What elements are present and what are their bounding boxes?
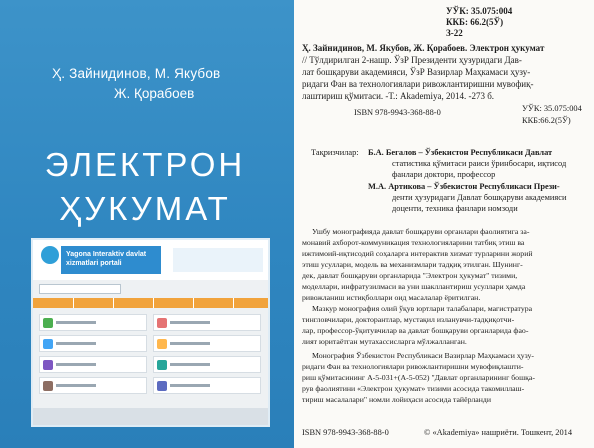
biblio-line: лаштириш қўмитаси. -Т.: Akademiya, 2014. -273 б. (302, 91, 495, 101)
body-line: тингловчилари, докторантлар, мустақил изланувчи-тадқиқотчи- (302, 315, 515, 324)
portal-search-box (39, 284, 121, 294)
body-line: лият юритаётган мутахассисларга мўлжалланган. (302, 337, 467, 346)
body-line: ридаги Фан ва технологиялари ривожлантиришни мувофиқлашти- (302, 362, 524, 371)
portal-footer (33, 408, 268, 425)
body-line: Ушбу монографияда давлат бошқаруви органлари фаолиятига за- (312, 227, 530, 236)
portal-service-item (39, 356, 147, 373)
isbn-top: ISBN 978-9943-368-88-0 (354, 108, 441, 117)
cover-authors-line2: Ж. Қорабоев (114, 86, 195, 101)
portal-logo-icon (41, 246, 59, 264)
body-line: тириш масалалари" номли лойиҳаси асосида тайёрланди (302, 395, 492, 404)
portal-service-item (39, 377, 147, 394)
footer-isbn: ISBN 978-9943-368-88-0 (302, 428, 389, 437)
copyright-page (294, 0, 594, 448)
reviewer-line: статистика қўмитаси раиси ўринбосари, иқтисод (392, 159, 567, 168)
reviewer-line: денти ҳузуридаги Давлат бошқаруви академияси (392, 193, 567, 202)
author-mark: З-22 (446, 28, 463, 38)
portal-name-line2: xizmatlari portali (66, 260, 122, 267)
portal-name-banner (61, 246, 161, 274)
portal-service-item (39, 314, 147, 331)
body-line: дек, давлат бошқаруви органларида "Электрон ҳукумат" тизими, (302, 271, 518, 280)
body-line: монавий ахборот-коммуникация технологияларини татбиқ этиш ва (302, 238, 525, 247)
portal-service-item (153, 356, 261, 373)
reviewer-line: М.А. Артикова – Ўзбекистон Республикаси Прези- (368, 182, 560, 191)
reviewers-label: Тақризчилар: (311, 148, 359, 157)
udk-code-secondary: УЎК: 35.075:004 (522, 104, 582, 113)
kbk-code-secondary: ККБ:66.2(5Ў) (522, 116, 571, 125)
udk-code: УЎК: 35.075:004 (446, 6, 513, 16)
body-line: ривожланиш истиқболлари оид масалалар ёритилган. (302, 293, 481, 302)
portal-screenshot-image (33, 240, 268, 425)
reviewer-line: доценти, техника фанлари номзоди (392, 204, 518, 213)
portal-service-item (153, 314, 261, 331)
portal-service-item (153, 335, 261, 352)
portal-service-item (39, 335, 147, 352)
reviewer-line: фанлари доктори, профессор (392, 170, 496, 179)
portal-header (33, 240, 268, 280)
body-line: ижтимоий-иқтисодий соҳаларга интерактив хизмат турларини жорий (302, 249, 533, 258)
body-line: рув фаолиятини «Электрон ҳукумат» тизими асосида такомиллаш- (302, 384, 525, 393)
book-cover (0, 0, 294, 448)
cover-authors-line1: Ҳ. Зайнидинов, М. Якубов (52, 66, 221, 81)
portal-header-info (173, 248, 263, 272)
biblio-line: Ҳ. Зайнидинов, М. Якубов, Ж. Қорабоев. Электрон ҳукумат (302, 43, 545, 53)
portal-name-line1: Yagona Interaktiv davlat (66, 251, 147, 258)
biblio-line: ридаги Фан ва технологиялари ривожлантиришни мувофиқ- (302, 79, 534, 89)
biblio-line: // Тўлдирилган 2-нашр. ЎзР Президенти ҳузуридаги Дав- (302, 55, 522, 65)
body-line: лар, профессор-ўқитувчилар ва давлат бошқаруви органларида фао- (302, 326, 529, 335)
body-line: этиш усуллари, модель ва механизмлари тадқиқ этилган. Шунинг- (302, 260, 523, 269)
kbk-code: ККБ: 66.2(5Ў) (446, 17, 504, 27)
body-line: Мазкур монография олий ўқув юртлари талабалари, магистратура (312, 304, 533, 313)
biblio-line: лат бошқаруви академияси, ЎзР Вазирлар Маҳкамаси ҳузу- (302, 67, 531, 77)
body-line: моделлари, инфратузилмаси ва уни шакллантириш усуллари ҳамда (302, 282, 526, 291)
body-line: риш қўмитасининг А-5-031+(А-5-052) "Давлат органларининг бошқа- (302, 373, 535, 382)
portal-service-item (153, 377, 261, 394)
footer-publisher: © «Akademiya» нашриёти. Тошкент, 2014 (424, 428, 573, 437)
reviewer-line: Б.А. Бегалов – Ўзбекистон Республикаси Давлат (368, 148, 553, 157)
portal-nav-bar (33, 298, 268, 308)
cover-title-line1: ЭЛЕКТРОН (44, 146, 246, 183)
cover-title-line2: ҲУКУМАТ (59, 190, 231, 227)
body-line: Монография Ўзбекистон Республикаси Вазирлар Маҳкамаси ҳузу- (312, 351, 535, 360)
